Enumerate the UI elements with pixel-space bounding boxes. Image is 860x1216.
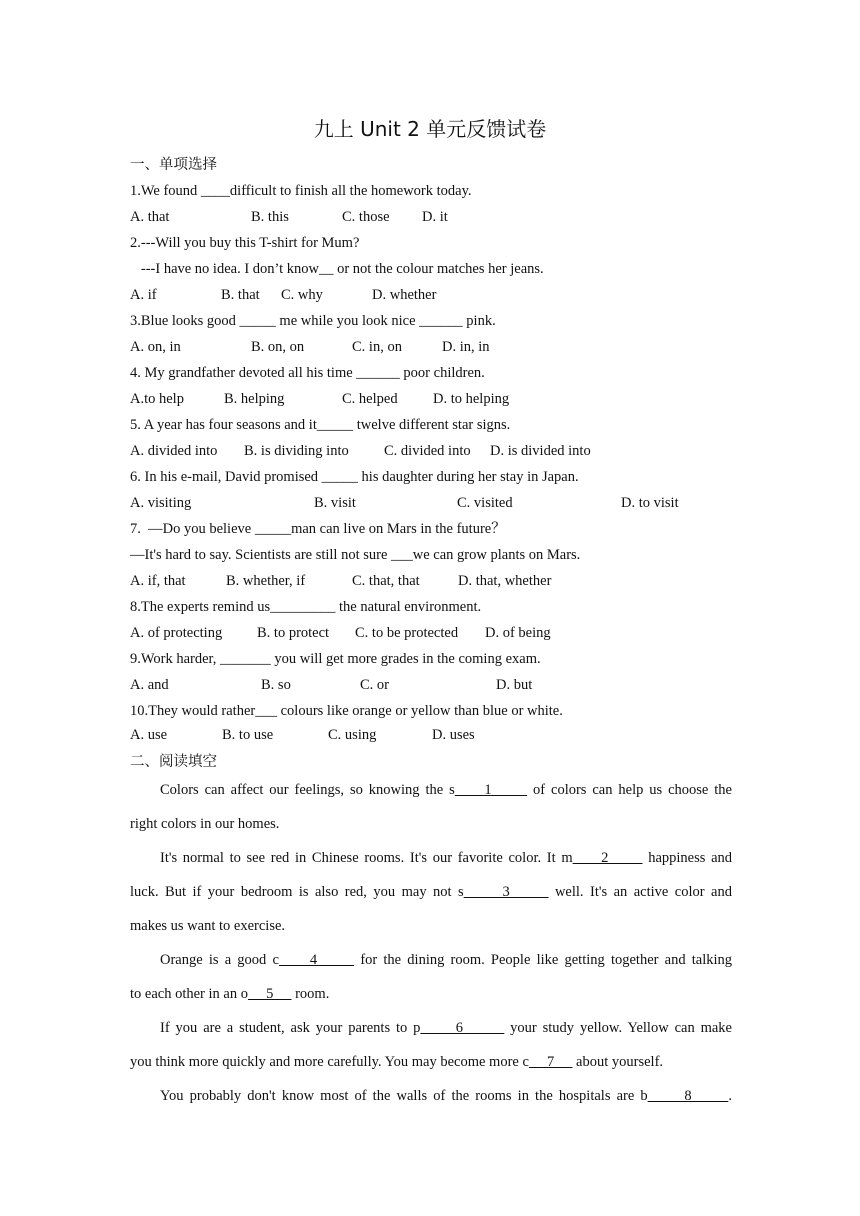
blank-1: 1	[454, 782, 528, 798]
question-4-option-c: C. helped	[342, 391, 398, 407]
question-3-stem: 3.Blue looks good _____ me while you look nice ______ pink.	[130, 313, 496, 329]
question-8-stem: 8.The experts remind us_________ the natural environment.	[130, 599, 482, 615]
section-heading-multiple-choice: 一、单项选择	[130, 157, 217, 173]
blank-3: 3	[463, 884, 549, 900]
question-5-option-d: D. is divided into	[490, 443, 591, 459]
passage-text: of colors can help us choose the	[527, 782, 732, 798]
passage-line	[130, 780, 732, 800]
question-1-option-c: C. those	[342, 209, 390, 225]
question-2-option-d: D. whether	[372, 287, 437, 303]
question-2-option-b: B. that	[221, 287, 260, 303]
question-5-option-c: C. divided into	[384, 443, 471, 459]
question-5-stem: 5. A year has four seasons and it_____ twelve different star signs.	[130, 417, 511, 433]
question-4-stem: 4. My grandfather devoted all his time ______ poor children.	[130, 365, 485, 381]
question-2-option-c: C. why	[281, 287, 323, 303]
passage-text: well. It's an active color and	[548, 884, 732, 900]
passage-text: It's normal to see red in Chinese rooms. It's our favorite color. It m	[160, 850, 573, 866]
question-9-option-b: B. so	[261, 677, 291, 693]
question-3-option-d: D. in, in	[442, 339, 490, 355]
question-1-option-b: B. this	[251, 209, 289, 225]
question-9-option-a: A. and	[130, 677, 169, 693]
question-2-option-a: A. if	[130, 287, 157, 303]
question-2-stem: 2.---Will you buy this T-shirt for Mum?	[130, 235, 360, 251]
passage-line	[130, 1052, 732, 1072]
question-6-stem: 6. In his e-mail, David promised _____ his daughter during her stay in Japan.	[130, 469, 579, 485]
passage-line	[130, 1018, 732, 1038]
question-3-option-a: A. on, in	[130, 339, 181, 355]
question-7-option-b: B. whether, if	[226, 573, 306, 589]
question-4-option-d: D. to helping	[433, 391, 510, 407]
passage-text: Colors can affect our feelings, so knowing the s	[160, 782, 455, 798]
section-heading-reading-fill: 二、阅读填空	[130, 754, 217, 770]
passage-line: right colors in our homes.	[130, 816, 280, 832]
question-5-option-b: B. is dividing into	[244, 443, 349, 459]
question-4-option-a: A.to help	[130, 391, 184, 407]
question-3-option-c: C. in, on	[352, 339, 402, 355]
question-8-option-c: C. to be protected	[355, 625, 459, 641]
question-7-option-d: D. that, whether	[458, 573, 552, 589]
question-6-option-d: D. to visit	[621, 495, 679, 511]
passage-line	[130, 882, 732, 902]
passage-line	[130, 1086, 732, 1106]
question-2-stem-reply: ---I have no idea. I don’t know__ or not the colour matches her jeans.	[130, 261, 544, 277]
passage-line	[130, 848, 732, 868]
question-6-option-b: B. visit	[314, 495, 356, 511]
question-1-option-a: A. that	[130, 209, 170, 225]
passage-line	[130, 984, 732, 1004]
blank-7: 7	[528, 1054, 573, 1070]
question-10-option-d: D. uses	[432, 727, 475, 743]
passage-line: makes us want to exercise.	[130, 918, 286, 934]
question-6-option-a: A. visiting	[130, 495, 192, 511]
blank-5: 5	[247, 986, 292, 1002]
question-10-option-b: B. to use	[222, 727, 274, 743]
blank-6: 6	[420, 1020, 505, 1036]
passage-text: your study yellow. Yellow can make	[504, 1020, 732, 1036]
question-10-option-a: A. use	[130, 727, 168, 743]
passage-text: If you are a student, ask your parents to p	[160, 1020, 421, 1036]
blank-2: 2	[572, 850, 643, 866]
question-10-stem: 10.They would rather___ colours like orange or yellow than blue or white.	[130, 703, 563, 719]
passage-text: Orange is a good c	[160, 952, 279, 968]
question-3-option-b: B. on, on	[251, 339, 305, 355]
question-10-option-c: C. using	[328, 727, 377, 743]
question-7-option-c: C. that, that	[352, 573, 420, 589]
passage-text: You probably don't know most of the walls of the rooms in the hospitals are b	[160, 1088, 648, 1104]
question-9-stem: 9.Work harder, _______ you will get more grades in the coming exam.	[130, 651, 541, 667]
blank-8: 8	[647, 1088, 729, 1104]
question-9-option-c: C. or	[360, 677, 389, 693]
question-8-option-d: D. of being	[485, 625, 551, 641]
question-1-stem: 1.We found ____difficult to finish all the homework today.	[130, 183, 472, 199]
passage-text: luck. But if your bedroom is also red, you may not s	[130, 884, 464, 900]
blank-4: 4	[278, 952, 355, 968]
question-6-option-c: C. visited	[457, 495, 513, 511]
page-title: 九上 Unit 2 单元反馈试卷	[313, 117, 547, 141]
passage-text: happiness and	[642, 850, 733, 866]
passage-text: for the dining room. People like getting together and talking	[354, 952, 733, 968]
passage-text: .	[728, 1088, 732, 1104]
passage-text: about yourself.	[572, 1054, 664, 1070]
question-7-stem: 7. —Do you believe _____man can live on Mars in the future？	[130, 521, 506, 537]
question-7-stem-reply: —It's hard to say. Scientists are still not sure ___we can grow plants on Mars.	[130, 547, 581, 563]
passage-text: to each other in an o	[130, 986, 248, 1002]
question-8-option-b: B. to protect	[257, 625, 330, 641]
question-8-option-a: A. of protecting	[130, 625, 223, 641]
passage-text: room.	[291, 986, 330, 1002]
question-1-option-d: D. it	[422, 209, 448, 225]
question-5-option-a: A. divided into	[130, 443, 218, 459]
question-4-option-b: B. helping	[224, 391, 285, 407]
passage-text: you think more quickly and more carefully. You may become more c	[130, 1054, 529, 1070]
passage-line	[130, 950, 732, 970]
question-7-option-a: A. if, that	[130, 573, 186, 589]
question-9-option-d: D. but	[496, 677, 533, 693]
